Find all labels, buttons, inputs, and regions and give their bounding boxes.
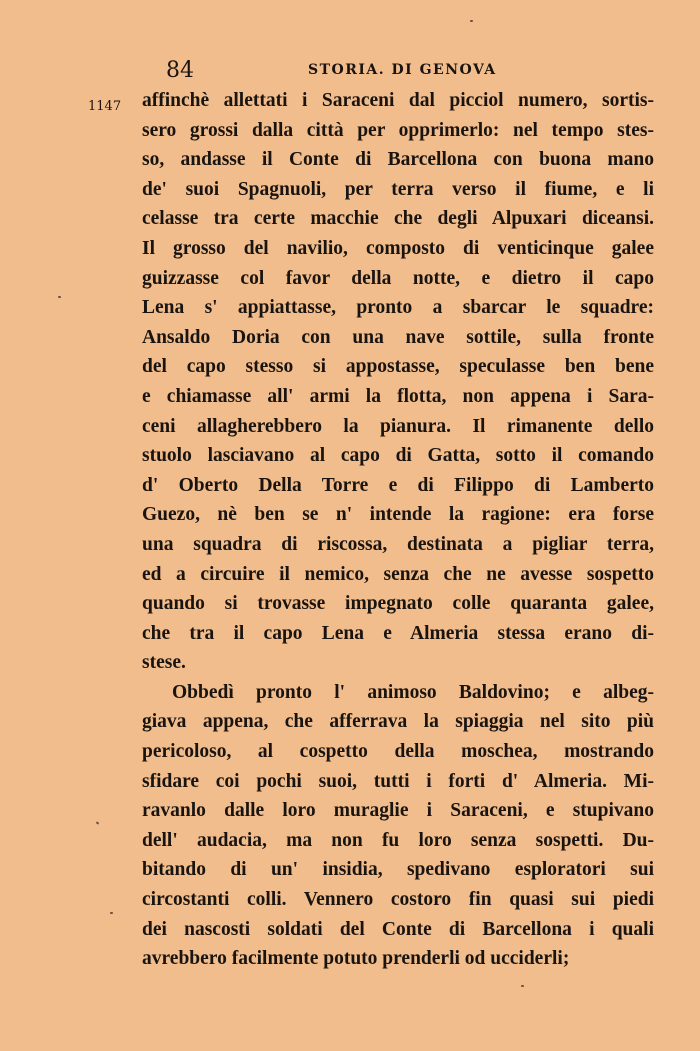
text-line: che tra il capo Lena e Almeria stessa erano di- [142,622,654,644]
text-line: una squadra di riscossa, destinata a pigliar terra, [142,533,654,555]
page-number: 84 [166,58,194,83]
text-line: del capo stesso si appostasse, speculasse ben bene [142,356,654,378]
text-line: celasse tra certe macchie che degli Alpuxari diceansi. [142,208,654,230]
text-line: quando si trovasse impegnato colle quaranta galee, [142,593,654,615]
text-line: giava appena, che afferrava la spiaggia nel sito più [142,711,654,733]
text-line: avrebbero facilmente potuto prenderli od ucciderli; [142,948,570,970]
text-line: circostanti colli. Vennero costoro fin quasi sui piedi [142,889,654,911]
paper-speck [521,985,524,987]
text-line: Lena s' appiattasse, pronto a sbarcar le squadre: [142,297,654,319]
text-line: ceni allagherebbero la pianura. Il rimanente dello [142,415,654,437]
paper-speck [58,296,61,298]
text-line: Ansaldo Doria con una nave sottile, sulla fronte [142,326,654,348]
text-line: e chiamasse all' armi la flotta, non appena i Sara- [142,385,654,407]
text-line: de' suoi Spagnuoli, per terra verso il fiume, e li [142,178,654,200]
text-line: stuolo lasciavano al capo di Gatta, sotto il comando [142,445,654,467]
text-line: d' Oberto Della Torre e di Filippo di Lamberto [142,474,654,496]
body-text [142,86,654,974]
text-line: dell' audacia, ma non fu loro senza sospetti. Du- [142,829,654,851]
text-line: Il grosso del navilio, composto di venticinque galee [142,237,654,259]
text-line: Obbedì pronto l' animoso Baldovino; e albeg- [172,681,654,703]
text-line: ed a circuire il nemico, senza che ne avesse sospetto [142,563,654,585]
running-title: STORIA. DI GENOVA [308,62,497,78]
page-header [160,58,520,86]
paper-speck [110,912,113,914]
text-line: ravanlo dalle loro muraglie i Saraceni, e stupivano [142,800,654,822]
text-line: pericoloso, al cospetto della moschea, mostrando [142,741,654,763]
text-line: Guezo, nè ben se n' intende la ragione: era forse [142,504,654,526]
text-line: so, andasse il Conte di Barcellona con buona mano [142,149,654,171]
text-line: sero grossi dalla città per opprimerlo: nel tempo stes- [142,119,654,141]
paper-speck [470,20,473,22]
text-line: dei nascosti soldati del Conte di Barcellona i quali [142,918,654,940]
text-line: stese. [142,652,186,674]
text-line: sfidare coi pochi suoi, tutti i forti d' Almeria. Mi- [142,770,654,792]
paper-speck [96,821,100,824]
text-line: affinchè allettati i Saraceni dal picciol numero, sortis- [142,90,654,111]
text-line: guizzasse col favor della notte, e dietro il capo [142,267,654,289]
margin-year-note: 1147 [88,99,122,114]
text-line: bitando di un' insidia, spedivano esploratori sui [142,859,654,881]
